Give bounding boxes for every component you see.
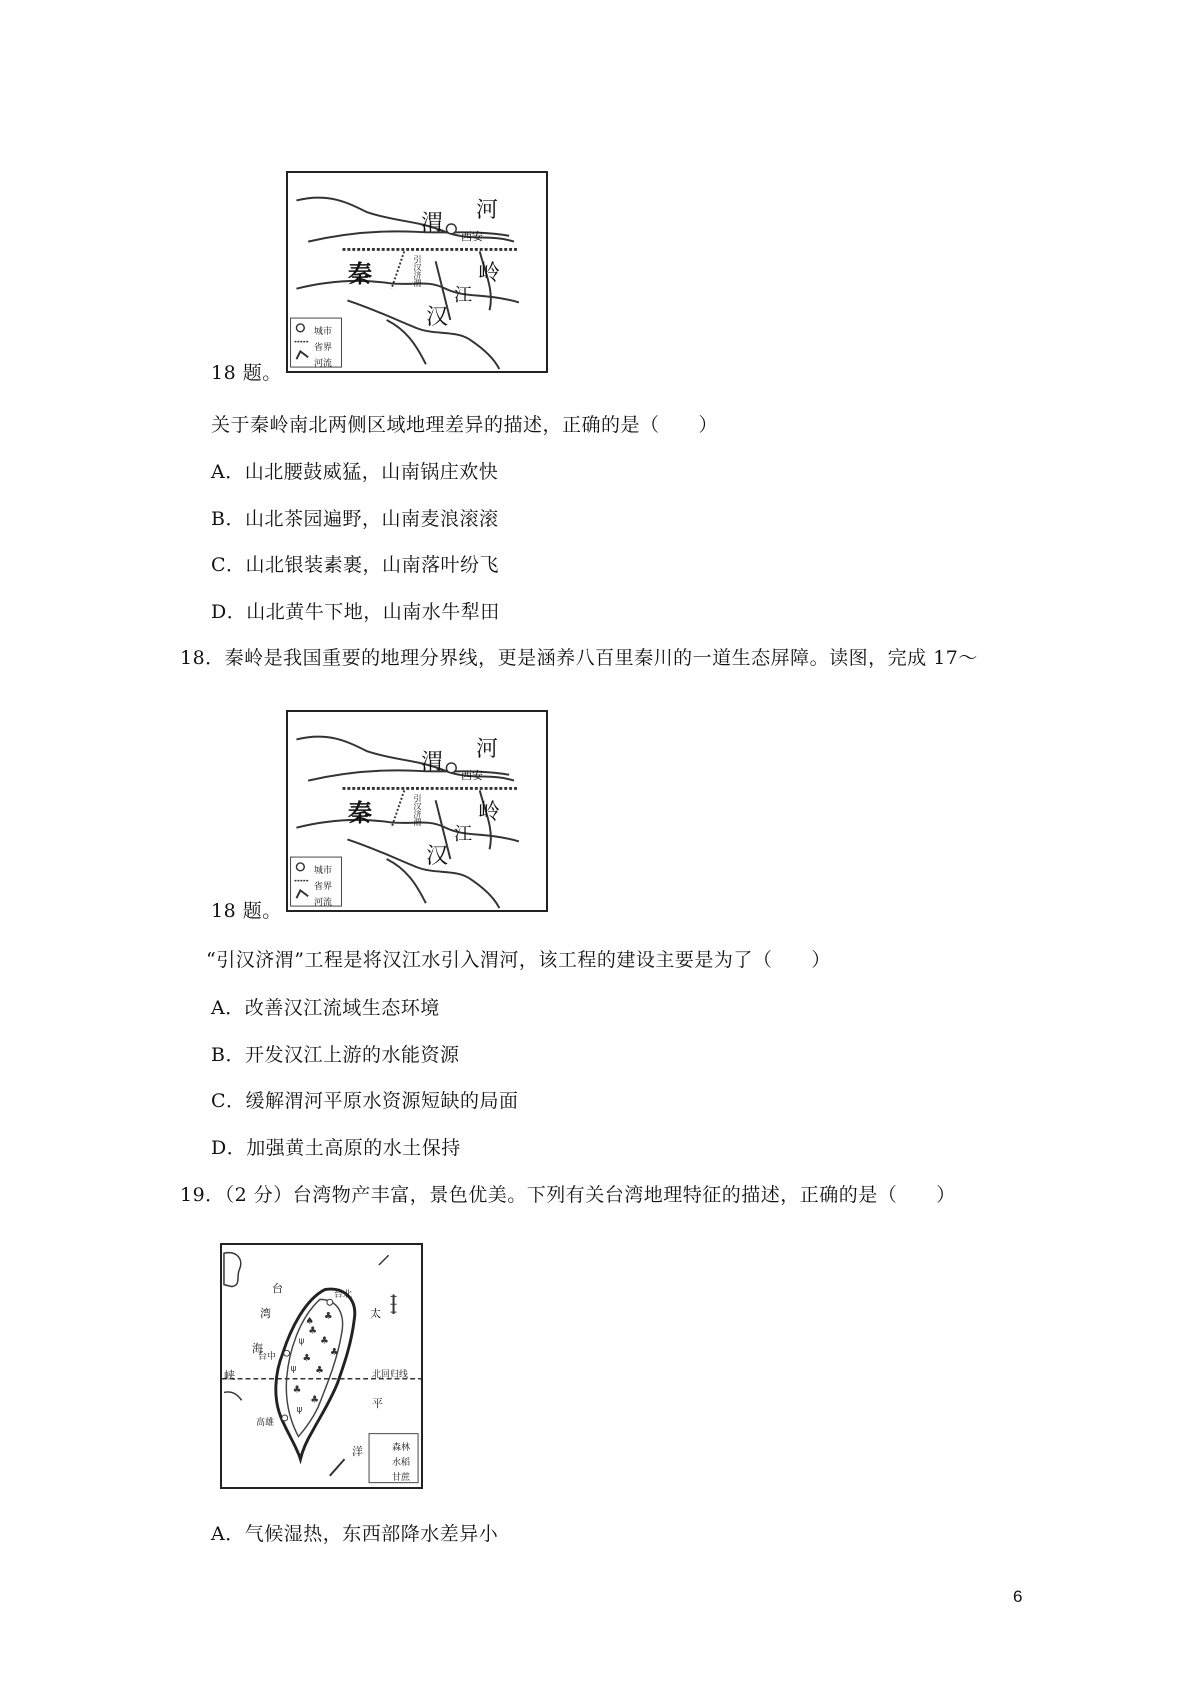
svg-text:♣: ♣ [329,1347,339,1359]
label-kaohsiung: 高雄 [256,1418,275,1428]
label-ling: 岭 [478,800,501,825]
q17-option-b: B．山北茶园遍野，山南麦浪滚滚 [211,508,499,530]
label-tunnel: 引汉济渭 [413,794,422,826]
svg-text:♣: ♣ [315,1364,324,1376]
label-tai: 台 [272,1282,283,1295]
label-qin: 秦 [348,259,372,288]
label-qin: 秦 [348,798,372,827]
qinling-map-2 [286,710,548,912]
label-hai: 海 [252,1342,263,1355]
label-he: 河 [476,198,499,223]
label-xian: 西安 [461,230,483,243]
legend-rice: 水稻 [392,1458,411,1468]
q18-option-d: D．加强黄土高原的水土保持 [211,1137,461,1159]
svg-text:♠: ♠ [305,1315,315,1327]
label-he: 河 [476,737,499,762]
legend-boundary: 省界 [314,882,333,892]
taiwan-map [220,1243,423,1489]
page-number: 6 [1013,1587,1023,1606]
label-xian: 西安 [461,769,483,782]
q18-option-b: B．开发汉江上游的水能资源 [211,1044,460,1066]
label-tai2: 太 [370,1307,381,1320]
q18-stem: “引汉济渭”工程是将汉江水引入渭河，该工程的建设主要是为了（ ） [206,949,831,971]
q18-option-a: A．改善汉江流域生态环境 [211,997,440,1019]
q17-option-c: C．山北银装素裹，山南落叶纷飞 [211,554,500,576]
qinling-map-1 [286,171,548,373]
label-han: 汉 [426,305,449,330]
legend-city: 城市 [314,866,333,876]
legend-river: 河流 [314,359,333,369]
svg-text:♣: ♣ [308,1325,318,1337]
label-xia: 峡 [224,1369,235,1382]
legend-river: 河流 [314,898,333,908]
svg-text:ψ: ψ [290,1363,297,1374]
q17-option-a: A．山北腰鼓威猛，山南锅庄欢快 [211,461,499,483]
label-jiang: 江 [454,285,472,306]
q18-intro: 18．秦岭是我国重要的地理分界线，更是涵养八百里秦川的一道生态屏障。读图，完成 17～ [180,647,978,669]
label-ling: 岭 [478,261,501,286]
label-yang: 洋 [352,1445,363,1458]
svg-text:ψ: ψ [298,1336,305,1347]
svg-text:♣: ♣ [302,1353,312,1365]
q19-option-a: A．气候湿热，东西部降水差异小 [211,1523,499,1545]
legend-forest: 森林 [392,1443,411,1453]
label-wei: 渭 [421,750,444,775]
q17-stem: 关于秦岭南北两侧区域地理差异的描述，正确的是（ ） [211,414,719,436]
label-han: 汉 [426,844,449,869]
legend-boundary: 省界 [314,343,333,353]
svg-text:♣: ♣ [320,1335,329,1347]
label-tunnel: 引汉济渭 [413,255,422,287]
svg-text:♣: ♣ [292,1384,302,1396]
svg-text:ψ: ψ [296,1405,303,1416]
q18-lead: 18 题。 [211,900,282,922]
q17-option-d: D．山北黄牛下地，山南水牛犁田 [211,601,500,623]
label-taichung: 台中 [258,1352,277,1362]
svg-text:♣: ♣ [310,1394,320,1406]
label-jiang: 江 [454,824,472,845]
label-ping: 平 [372,1397,383,1410]
label-wan: 湾 [260,1307,271,1320]
legend-city: 城市 [314,327,333,337]
label-taipei: 台北 [334,1290,353,1300]
label-wei: 渭 [421,211,444,236]
q19-stem: 19．（2 分）台湾物产丰富，景色优美。下列有关台湾地理特征的描述，正确的是（ ） [180,1184,956,1206]
label-tropic: 北回归线 [372,1370,409,1380]
q18-option-c: C．缓解渭河平原水资源短缺的局面 [211,1090,519,1112]
q17-lead: 18 题。 [211,362,282,384]
legend-sugarcane: 甘蔗 [392,1473,411,1483]
svg-text:♣: ♣ [323,1310,333,1322]
